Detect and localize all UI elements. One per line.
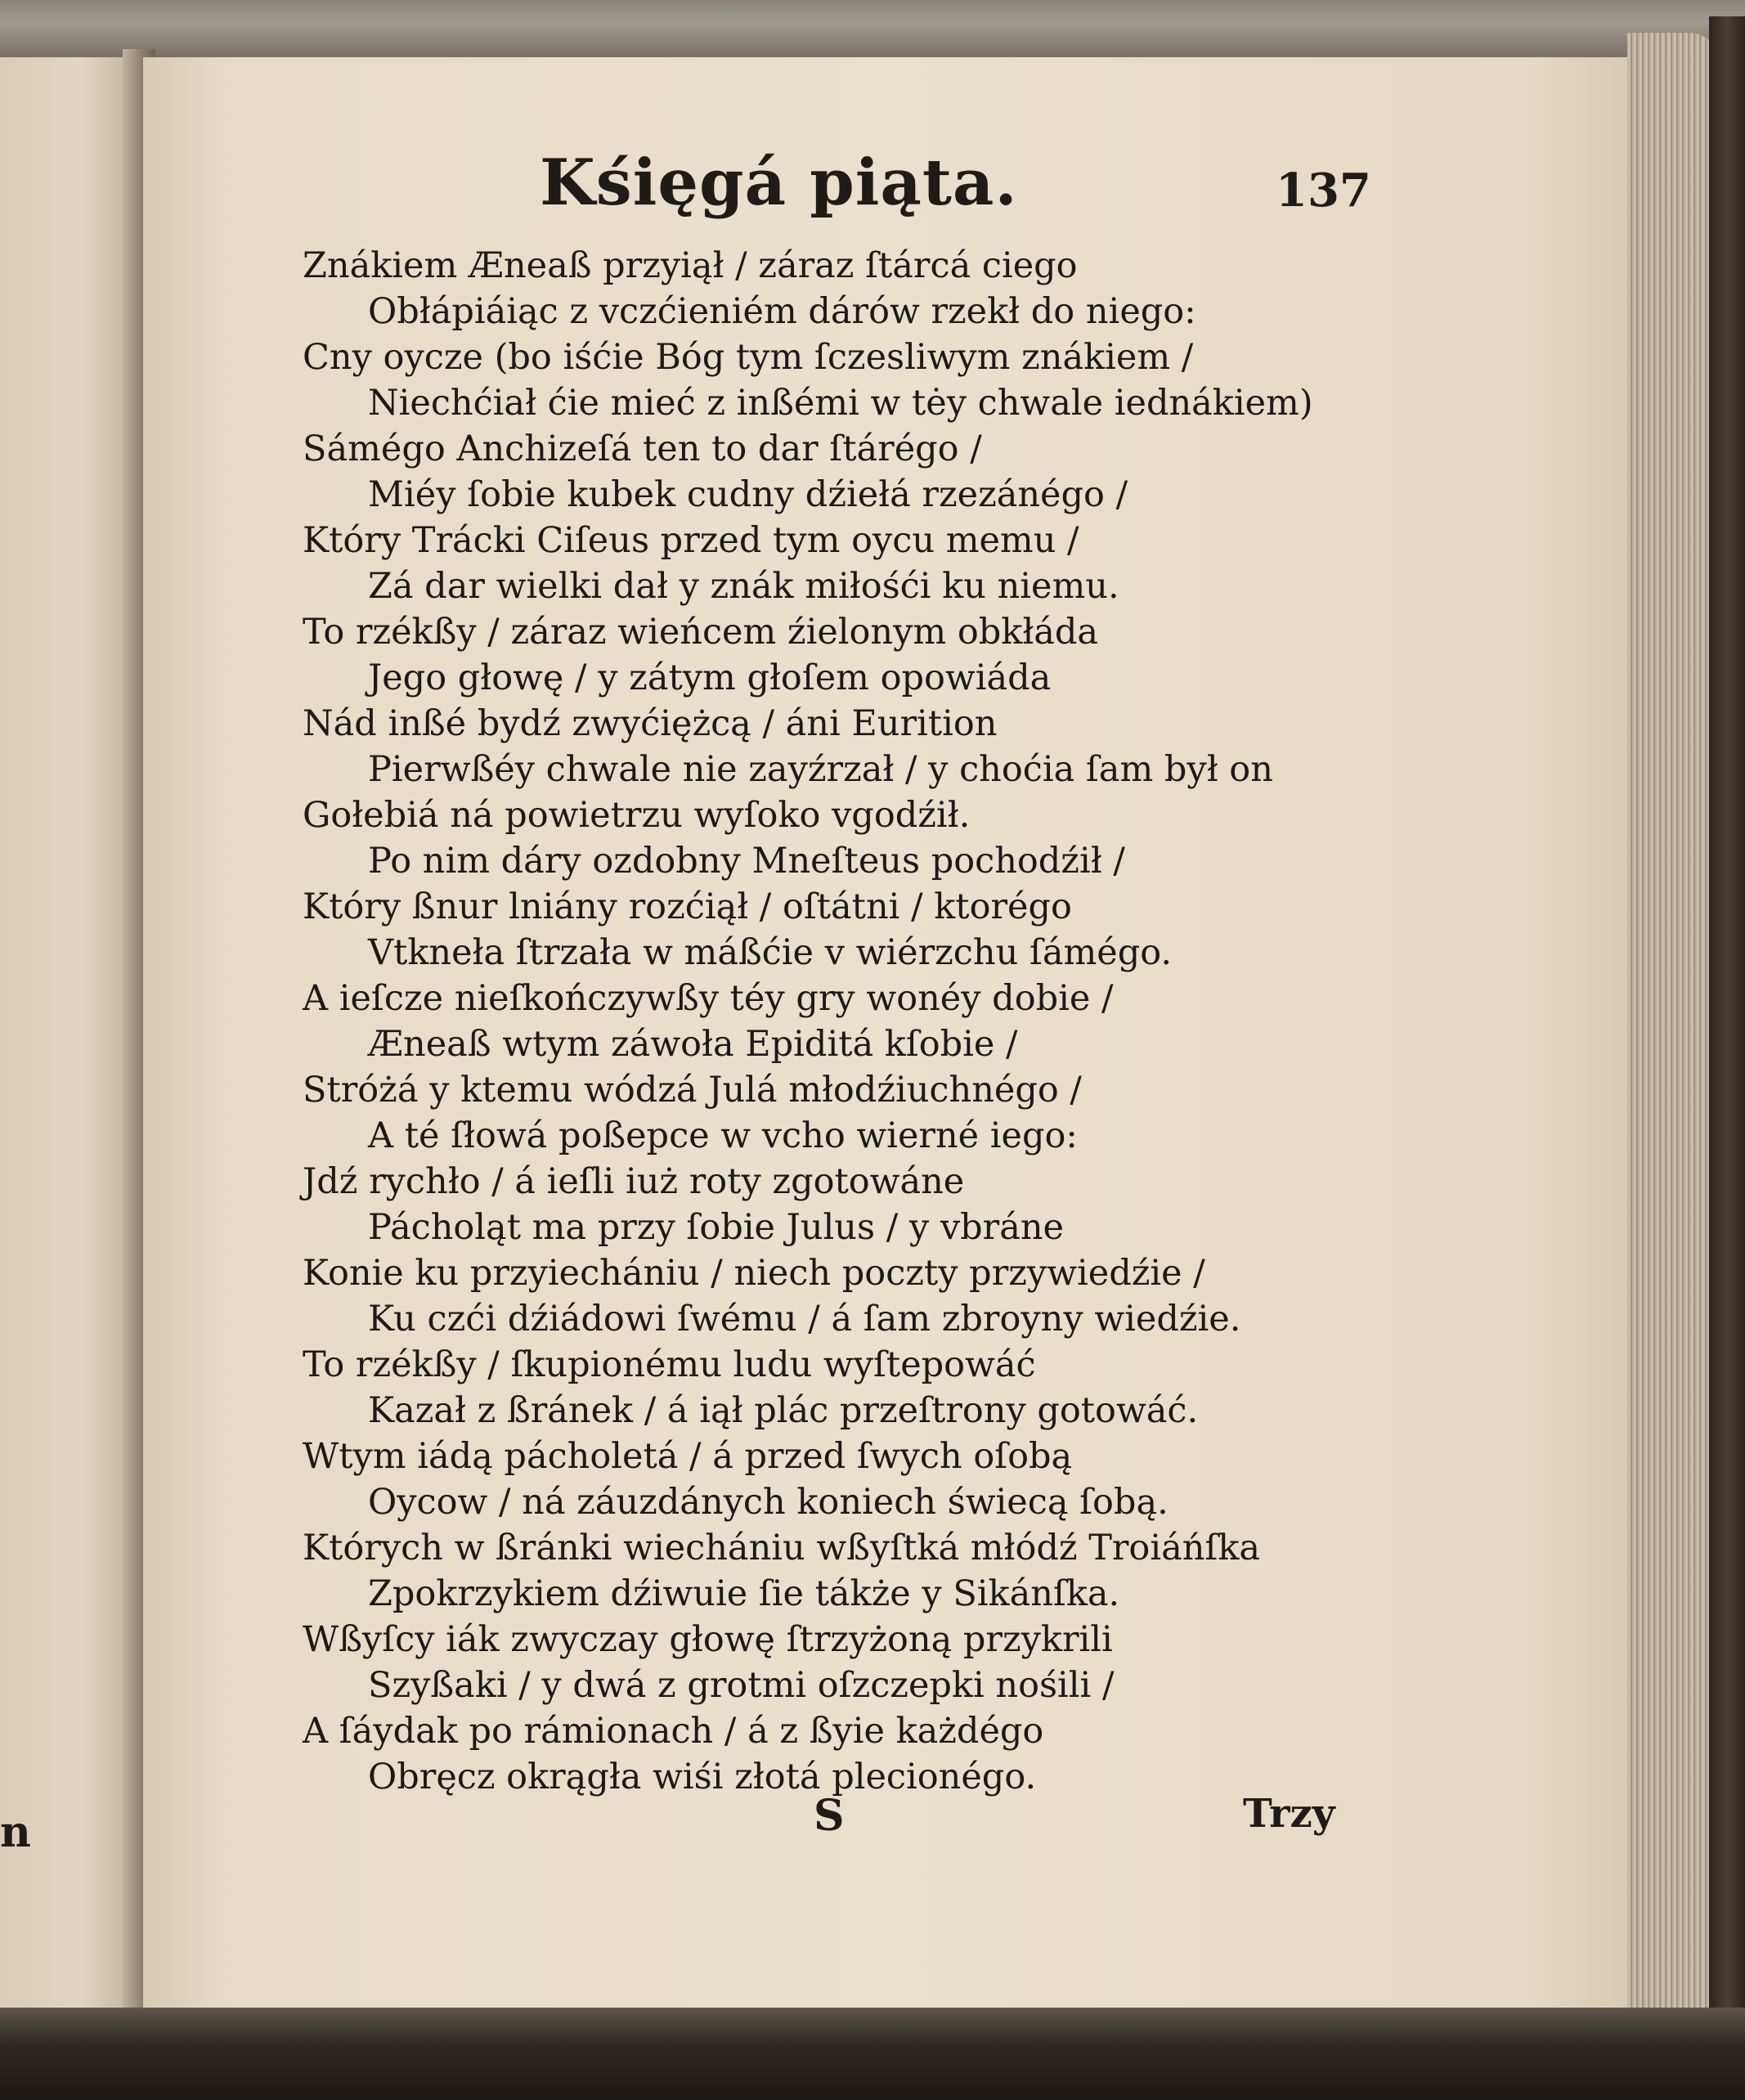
verse-line: Jego głowę / y zátym głoſem opowiáda (368, 657, 1052, 698)
verse-line: Znákiem Æneaß przyiął / záraz ſtárcá ciego (303, 245, 1078, 286)
page-number: 137 (1276, 164, 1371, 218)
verse-line: Ku czći dźiádowi ſwému / á ſam zbroyny wiedźie. (368, 1299, 1241, 1339)
verse-line: Obłápiáiąc z vczćieniém dárów rzekł do niego: (368, 291, 1196, 332)
verse-line: Sámégo Anchizeſá ten to dar ſtárégo / (303, 429, 982, 469)
verse-line: Gołebiá ná powietrzu wyſoko vgodźił. (303, 795, 971, 836)
verse-line: Kazał z ßránek / á iął plác przeſtrony gotowáć. (368, 1390, 1199, 1431)
left-page-text-fragment: n (0, 1807, 31, 1857)
verse-line: A ſáydak po rámionach / á z ßyie każdégo (303, 1711, 1044, 1752)
verse-line: A ieſcze nieſkończywßy téy gry wonéy dobie / (303, 978, 1114, 1019)
top-cover-edge (0, 0, 1745, 65)
verse-line: A té ſłowá poßepce w vcho wierné iego: (368, 1115, 1078, 1156)
verse-line: Konie ku przyiechániu / niech poczty przywiedźie / (303, 1253, 1205, 1294)
bottom-shadow (0, 2008, 1745, 2100)
verse-line: Wßyſcy iák zwyczay głowę ſtrzyżoną przykrili (303, 1619, 1113, 1660)
verse-line: Stróżá y ktemu wódzá Julá młodźiuchnégo / (303, 1070, 1082, 1111)
running-head: Kśięgá piąta. (540, 146, 1018, 220)
verse-line: Miéy ſobie kubek cudny dźiełá rzezánégo / (368, 474, 1128, 515)
verse-line: Oycow / ná záuzdánych koniech świecą ſobą. (368, 1482, 1169, 1523)
verse-line: To rzékßy / záraz wieńcem źielonym obkłáda (303, 612, 1099, 653)
verse-line: Po nim dáry ozdobny Mneſteus pochodźił / (368, 841, 1125, 882)
signature-mark: S (814, 1791, 845, 1841)
verse-line: To rzékßy / ſkupionému ludu wyſtepowáć (303, 1344, 1036, 1385)
catchword: Trzy (1243, 1791, 1335, 1837)
verse-line: Jdź rychło / á ieſli iuż roty zgotowáne (303, 1161, 965, 1202)
verse-line: Cny oycze (bo iśćie Bóg tym ſczesliwym znákiem / (303, 337, 1194, 378)
verse-line: Vtkneła ſtrzała w máßćie v wiérzchu ſámégo. (368, 932, 1173, 973)
right-cover (1709, 16, 1745, 2100)
verse-line: Który ßnur lniány rozćiął / oſtátni / ktorégo (303, 886, 1072, 927)
verse-line: Æneaß wtym záwoła Epiditá kſobie / (368, 1024, 1018, 1065)
verse-line: Który Trácki Ciſeus przed tym oycu memu / (303, 520, 1079, 561)
verse-line: Obręcz okrągła wiśi złotá plecionégo. (368, 1757, 1037, 1797)
verse-line: Nád inßé bydź zwyćiężcą / áni Eurition (303, 703, 998, 744)
verse-line: Których w ßránki wiechániu wßyſtká młódź Troiáńſka (303, 1528, 1261, 1568)
verse-line: Pierwßéy chwale nie zayźrzał / y choćia ſam był on (368, 749, 1273, 790)
verse-line: Niechćiał ćie mieć z inßémi w tėy chwale iednákiem) (368, 383, 1313, 424)
verse-line: Pácholąt ma przy ſobie Julus / y vbráne (368, 1207, 1064, 1248)
verse-line: Zá dar wielki dał y znák miłośći ku niemu. (368, 566, 1119, 607)
verse-line: Wtym iádą pácholetá / á przed ſwych oſobą (303, 1436, 1073, 1477)
page-edges (1627, 33, 1721, 2028)
verse-line: Szyßaki / y dwá z grotmi oſzczepki nośili / (368, 1665, 1115, 1706)
verse-line: Zpokrzykiem dźiwuie ſie tákże y Sikánſka. (368, 1573, 1120, 1614)
